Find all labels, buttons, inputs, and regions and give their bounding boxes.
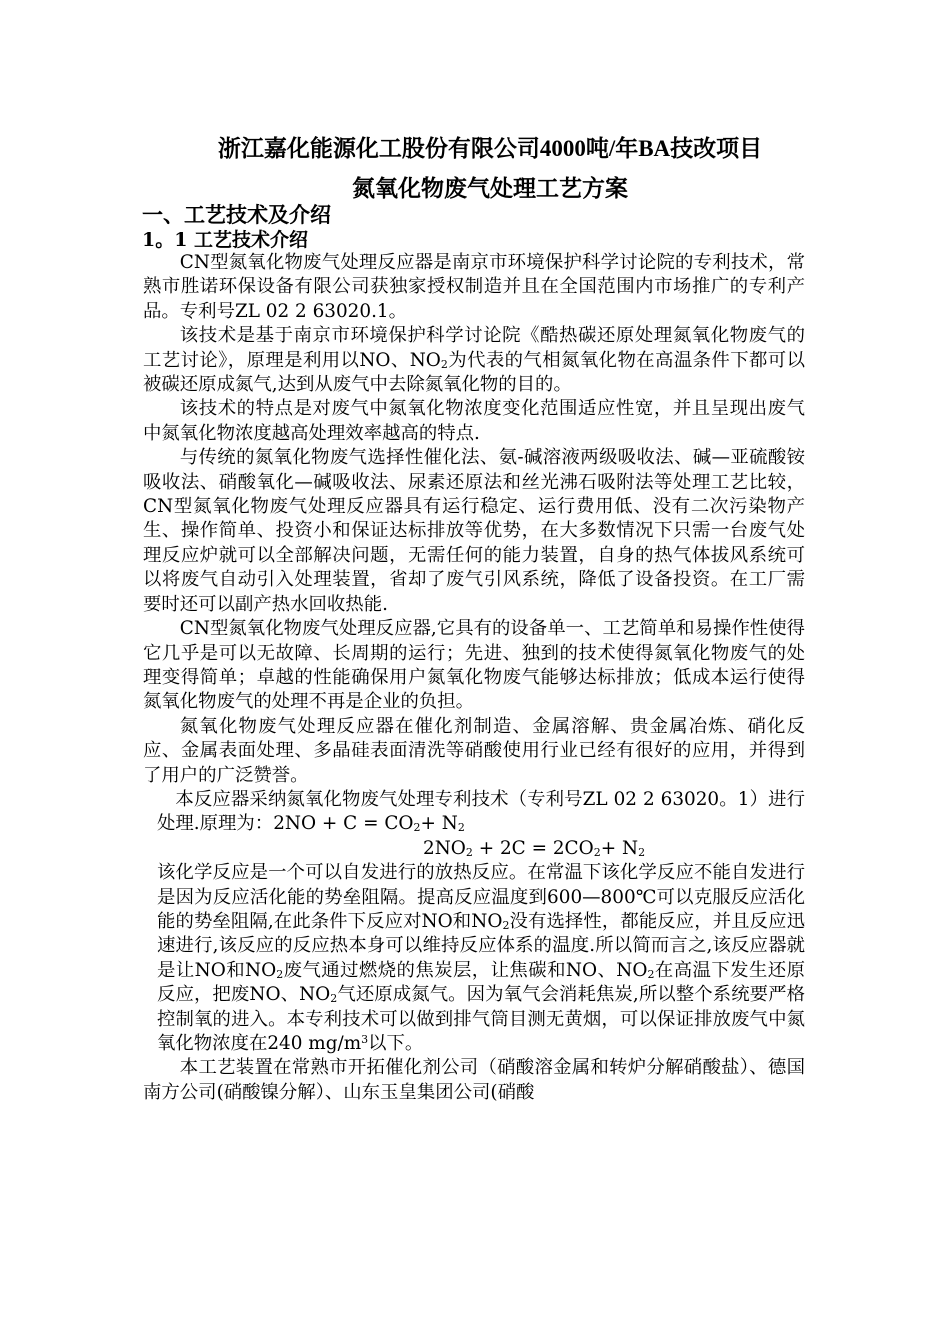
text-run: 在高温下发生还原反应，把废NO、NO <box>157 959 805 1006</box>
text-run: + N <box>420 813 458 835</box>
subscript: 2 <box>457 821 465 835</box>
paragraph-reaction-explanation <box>143 861 805 1056</box>
text-run: 该化学反应是一个可以自发进行的放热反应。在常温下该化学反应不能自发进行是因为反应活化能的势垒阻隔。提高反应温度到600—800℃可以克服反应活化能的势垒阻隔,在此条件下反应对NO和NO <box>157 862 805 932</box>
subscript: 2 <box>413 821 421 835</box>
subscript: 2 <box>638 845 646 859</box>
text-run: 该技术是基于南京市环境保护科学讨论院《酷热碳还原处理氮氧化物废气的工艺讨论》，原理是利用以NO、NO <box>143 325 805 371</box>
text-run: 为代表的气相氮氧化物在高温条件下都可以被碳还原成氮气,达到从废气中去除氮氧化物的目的。 <box>143 349 805 396</box>
subscript: 2 <box>440 357 448 371</box>
text-run: + 2C = 2CO <box>472 837 594 859</box>
paragraph-technology-features: 该技术的特点是对废气中氮氧化物浓度变化范围适应性宽，并且呈现出废气中氮氧化物浓度越高处理效率越高的特点. <box>143 398 805 444</box>
subscript: 2 <box>502 918 510 932</box>
paragraph-applications: 氮氧化物废气处理反应器在催化剂制造、金属溶解、贵金属冶炼、硝化反应、金属表面处理、多晶硅表面清洗等硝酸使用行业已经有很好的应用，并得到了用户的广泛赞誉。 <box>143 715 805 786</box>
text-run: 以下。 <box>368 1033 424 1054</box>
subscript: 2 <box>276 967 284 981</box>
paragraph-comparison: 与传统的氮氧化物废气选择性催化法、氨-碱溶液两级吸收法、碱—亚硫酸铵吸收法、硝酸氧化—碱吸收法、尿素还原法和丝光沸石吸附法等处理工艺比较，CN型氮氧化物废气处理反应器具有运行稳定、运行费用低、没有二次污染物产生、操作简单、投资小和保证达标排放等优势，在大多数情况下只需一台废气处理反应炉就可以全部解决问题，无需任何的能力装置，自身的热气体拔风系统可以将废气自动引入处理装置，省却了废气引风系统，降低了设备投资。在工厂需要时还可以副产热水回收热能. <box>143 447 805 615</box>
paragraph-installations: 本工艺装置在常熟市开拓催化剂公司（硝酸溶金属和转炉分解硝酸盐）、德国南方公司(硝酸镍分解）、山东玉皇集团公司(硝酸 <box>143 1057 805 1103</box>
superscript: 3 <box>361 1033 369 1046</box>
equation-2 <box>143 837 805 861</box>
text-run: 气还原成氮气。因为氧气会消耗焦炭,所以整个系统要严格控制氧的进入。本专利技术可以做到排气筒目测无黄烟，可以保证排放废气中氮氧化物浓度在240 mg/m <box>157 984 805 1054</box>
text-run: 废气通过燃烧的焦炭层，让焦碳和NO、NO <box>283 959 648 981</box>
subscript: 2 <box>330 992 338 1006</box>
text-run: 2NO <box>423 837 466 859</box>
paragraph-reactor-advantages: CN型氮氧化物废气处理反应器,它具有的设备单一、工艺简单和易操作性使得它几乎是可以无故障、长周期的运行；先进、独到的技术使得氮氧化物废气的处理变得简单；卓越的性能确保用户氮氧化物废气能够达标排放；低成本运行使得氮氧化物废气的处理不再是企业的负担。 <box>143 618 805 713</box>
subscript: 2 <box>647 967 655 981</box>
paragraph-reaction-principle <box>143 788 805 837</box>
text-run: 没有选择性，都能反应，并且反应迅速进行,该反应的反应热本身可以维持反应体系的温度.所以简而言之,该反应器就是让NO和NO <box>157 910 805 981</box>
document-title-line-2: 氮氧化物废气处理工艺方案 <box>352 176 628 201</box>
section-1-1-heading: 1。1 工艺技术介绍 <box>142 229 309 251</box>
text-run: + N <box>600 837 639 859</box>
section-1-heading: 一、工艺技术及介绍 <box>142 202 331 227</box>
text-run: 本反应器采纳氮氧化物废气处理专利技术（专利号ZL 02 2 63020。1）进行处理.原理为：2NO + C = CO <box>157 788 805 835</box>
subscript: 2 <box>593 845 601 859</box>
subscript: 2 <box>465 845 473 859</box>
document-title-line-1: 浙江嘉化能源化工股份有限公司4000吨/年BA技改项目 <box>217 136 763 161</box>
paragraph-technology-basis <box>143 324 805 397</box>
document-body <box>143 251 805 1105</box>
paragraph-patent-intro: CN型氮氧化物废气处理反应器是南京市环境保护科学讨论院的专利技术，常熟市胜诺环保设备有限公司获独家授权制造并且在全国范围内市场推广的专利产品。专利号ZL 02 2 63020.1。 <box>143 252 805 322</box>
